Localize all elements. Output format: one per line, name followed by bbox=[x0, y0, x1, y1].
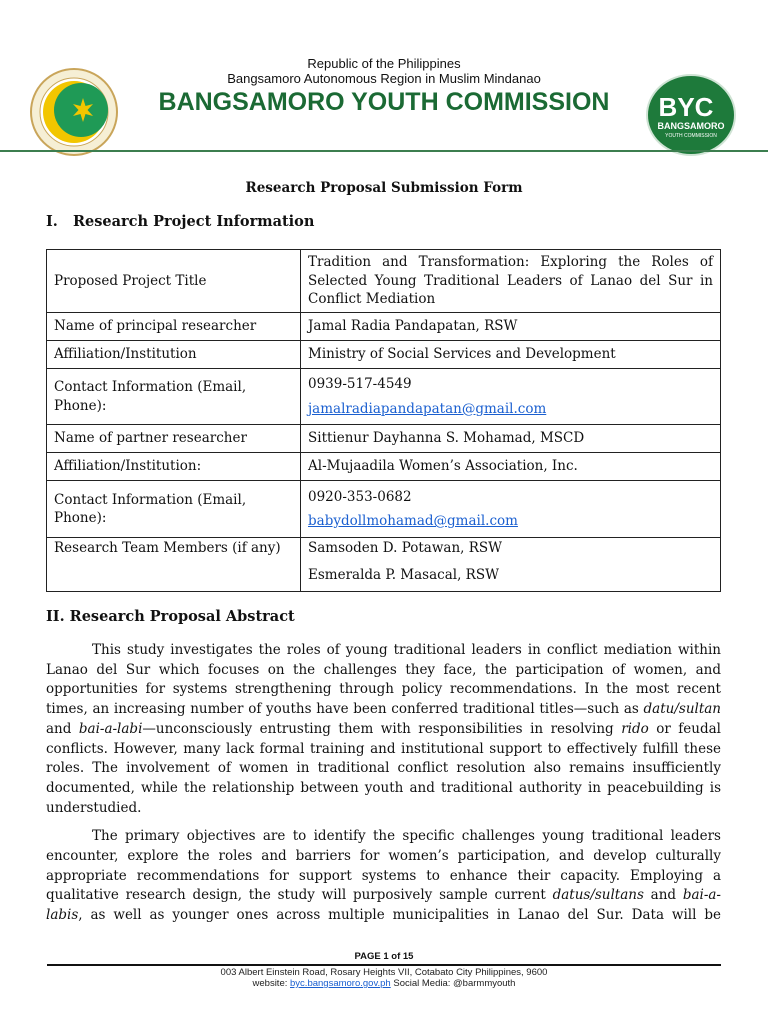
footer-divider bbox=[47, 964, 721, 966]
table-row bbox=[47, 250, 721, 313]
abstract-paragraph bbox=[46, 827, 721, 926]
table-row bbox=[47, 369, 721, 425]
header-republic: Republic of the Philippines bbox=[307, 56, 461, 71]
table-row bbox=[47, 313, 721, 341]
text: This study investigates the roles of young traditional leaders in conflict mediation within Lanao del Sur which focuses on the challenges they face, the participation of women, and opportunities for systems strengthening through policy recommendations. In the most recent times, an increasing number of youths have been conferred traditional titles—such as bbox=[46, 642, 721, 718]
text: The primary objectives are to identify the specific challenges young traditional leaders encounter, explore the roles and barriers for women’s participation, and develop culturally appropriate recommendations for support systems to enhance their capacity. Employing a qualitative research design, the study will purposively sample current bbox=[46, 828, 721, 904]
project-title-value: Tradition and Transformation: Exploring the Roles of Selected Young Traditional Leaders of Lanao del Sur in Conflict Mediation bbox=[308, 254, 713, 308]
row-label: Affiliation/Institution bbox=[47, 341, 301, 369]
svg-text:BANGSAMORO: BANGSAMORO bbox=[657, 121, 725, 131]
text: and bbox=[643, 887, 683, 904]
text: —unconsciously entrusting them with responsibilities in resolving bbox=[142, 720, 622, 737]
text: , as well as younger ones across multiple municipalities in Lanao del Sur. Data will be bbox=[78, 907, 721, 924]
text: bai-a-labi bbox=[78, 720, 143, 737]
row-label: Contact Information (Email, Phone): bbox=[47, 369, 301, 425]
form-title: Research Proposal Submission Form bbox=[245, 180, 523, 196]
row-label: Research Team Members (if any) bbox=[47, 538, 301, 592]
text: datus/sultans bbox=[552, 887, 644, 904]
website-label: website: bbox=[252, 978, 291, 989]
website-link[interactable]: byc.bangsamoro.gov.ph bbox=[290, 978, 391, 989]
table-row bbox=[47, 453, 721, 481]
team-member: Samsoden D. Potawan, RSW bbox=[308, 540, 503, 556]
footer-address: 003 Albert Einstein Road, Rosary Heights VII, Cotabato City Philippines, 9600 bbox=[220, 967, 548, 978]
phone-value: 0939-517-4549 bbox=[308, 376, 412, 392]
row-label: Contact Information (Email, Phone): bbox=[47, 481, 301, 538]
text: bai-a-labis bbox=[46, 887, 721, 924]
header-divider bbox=[0, 150, 768, 152]
page-number: PAGE 1 of 15 bbox=[354, 951, 414, 962]
partner-affiliation-value: Al-Mujaadila Women’s Association, Inc. bbox=[308, 458, 578, 475]
svg-text:BYC: BYC bbox=[658, 92, 714, 122]
abstract-paragraph bbox=[46, 641, 721, 818]
principal-researcher-value: Jamal Radia Pandapatan, RSW bbox=[308, 318, 518, 335]
project-info-table bbox=[46, 249, 721, 592]
text: or feudal conflicts. However, many lack formal training and institutional support to effectively fulfill these roles. The involvement of women in traditional conflict resolution also remains insufficiently documented, while the relationship between youth and traditional authority in peacebuilding is understudied. bbox=[46, 720, 721, 816]
table-row bbox=[47, 481, 721, 538]
team-member: Esmeralda P. Masacal, RSW bbox=[308, 566, 499, 583]
row-label: Affiliation/Institution: bbox=[47, 453, 301, 481]
header-region: Bangsamoro Autonomous Region in Muslim Mindanao bbox=[227, 71, 541, 86]
table-row bbox=[47, 341, 721, 369]
section-1-heading: I. Research Project Information bbox=[46, 213, 315, 230]
email-link[interactable]: jamalradiapandapatan@gmail.com bbox=[308, 400, 547, 417]
header-org-name: BANGSAMORO YOUTH COMMISSION bbox=[158, 88, 610, 116]
social-media: Social Media: @barmmyouth bbox=[390, 978, 516, 989]
abstract-body bbox=[46, 641, 721, 935]
email-link[interactable]: babydollmohamad@gmail.com bbox=[308, 513, 518, 529]
affiliation-value: Ministry of Social Services and Development bbox=[308, 346, 616, 363]
table-row bbox=[47, 425, 721, 453]
svg-text:YOUTH COMMISSION: YOUTH COMMISSION bbox=[665, 133, 717, 139]
row-label: Name of principal researcher bbox=[47, 313, 301, 341]
row-label: Proposed Project Title bbox=[47, 250, 301, 313]
row-label: Name of partner researcher bbox=[47, 425, 301, 453]
text: datu/sultan bbox=[643, 701, 721, 718]
partner-researcher-value: Sittienur Dayhanna S. Mohamad, MSCD bbox=[308, 430, 585, 447]
text: and bbox=[46, 720, 79, 737]
phone-value: 0920-353-0682 bbox=[308, 488, 412, 505]
text: rido bbox=[621, 720, 649, 737]
section-2-heading: II. Research Proposal Abstract bbox=[46, 608, 295, 625]
footer-contact bbox=[0, 978, 768, 989]
table-row bbox=[47, 538, 721, 592]
byc-logo bbox=[646, 74, 736, 156]
